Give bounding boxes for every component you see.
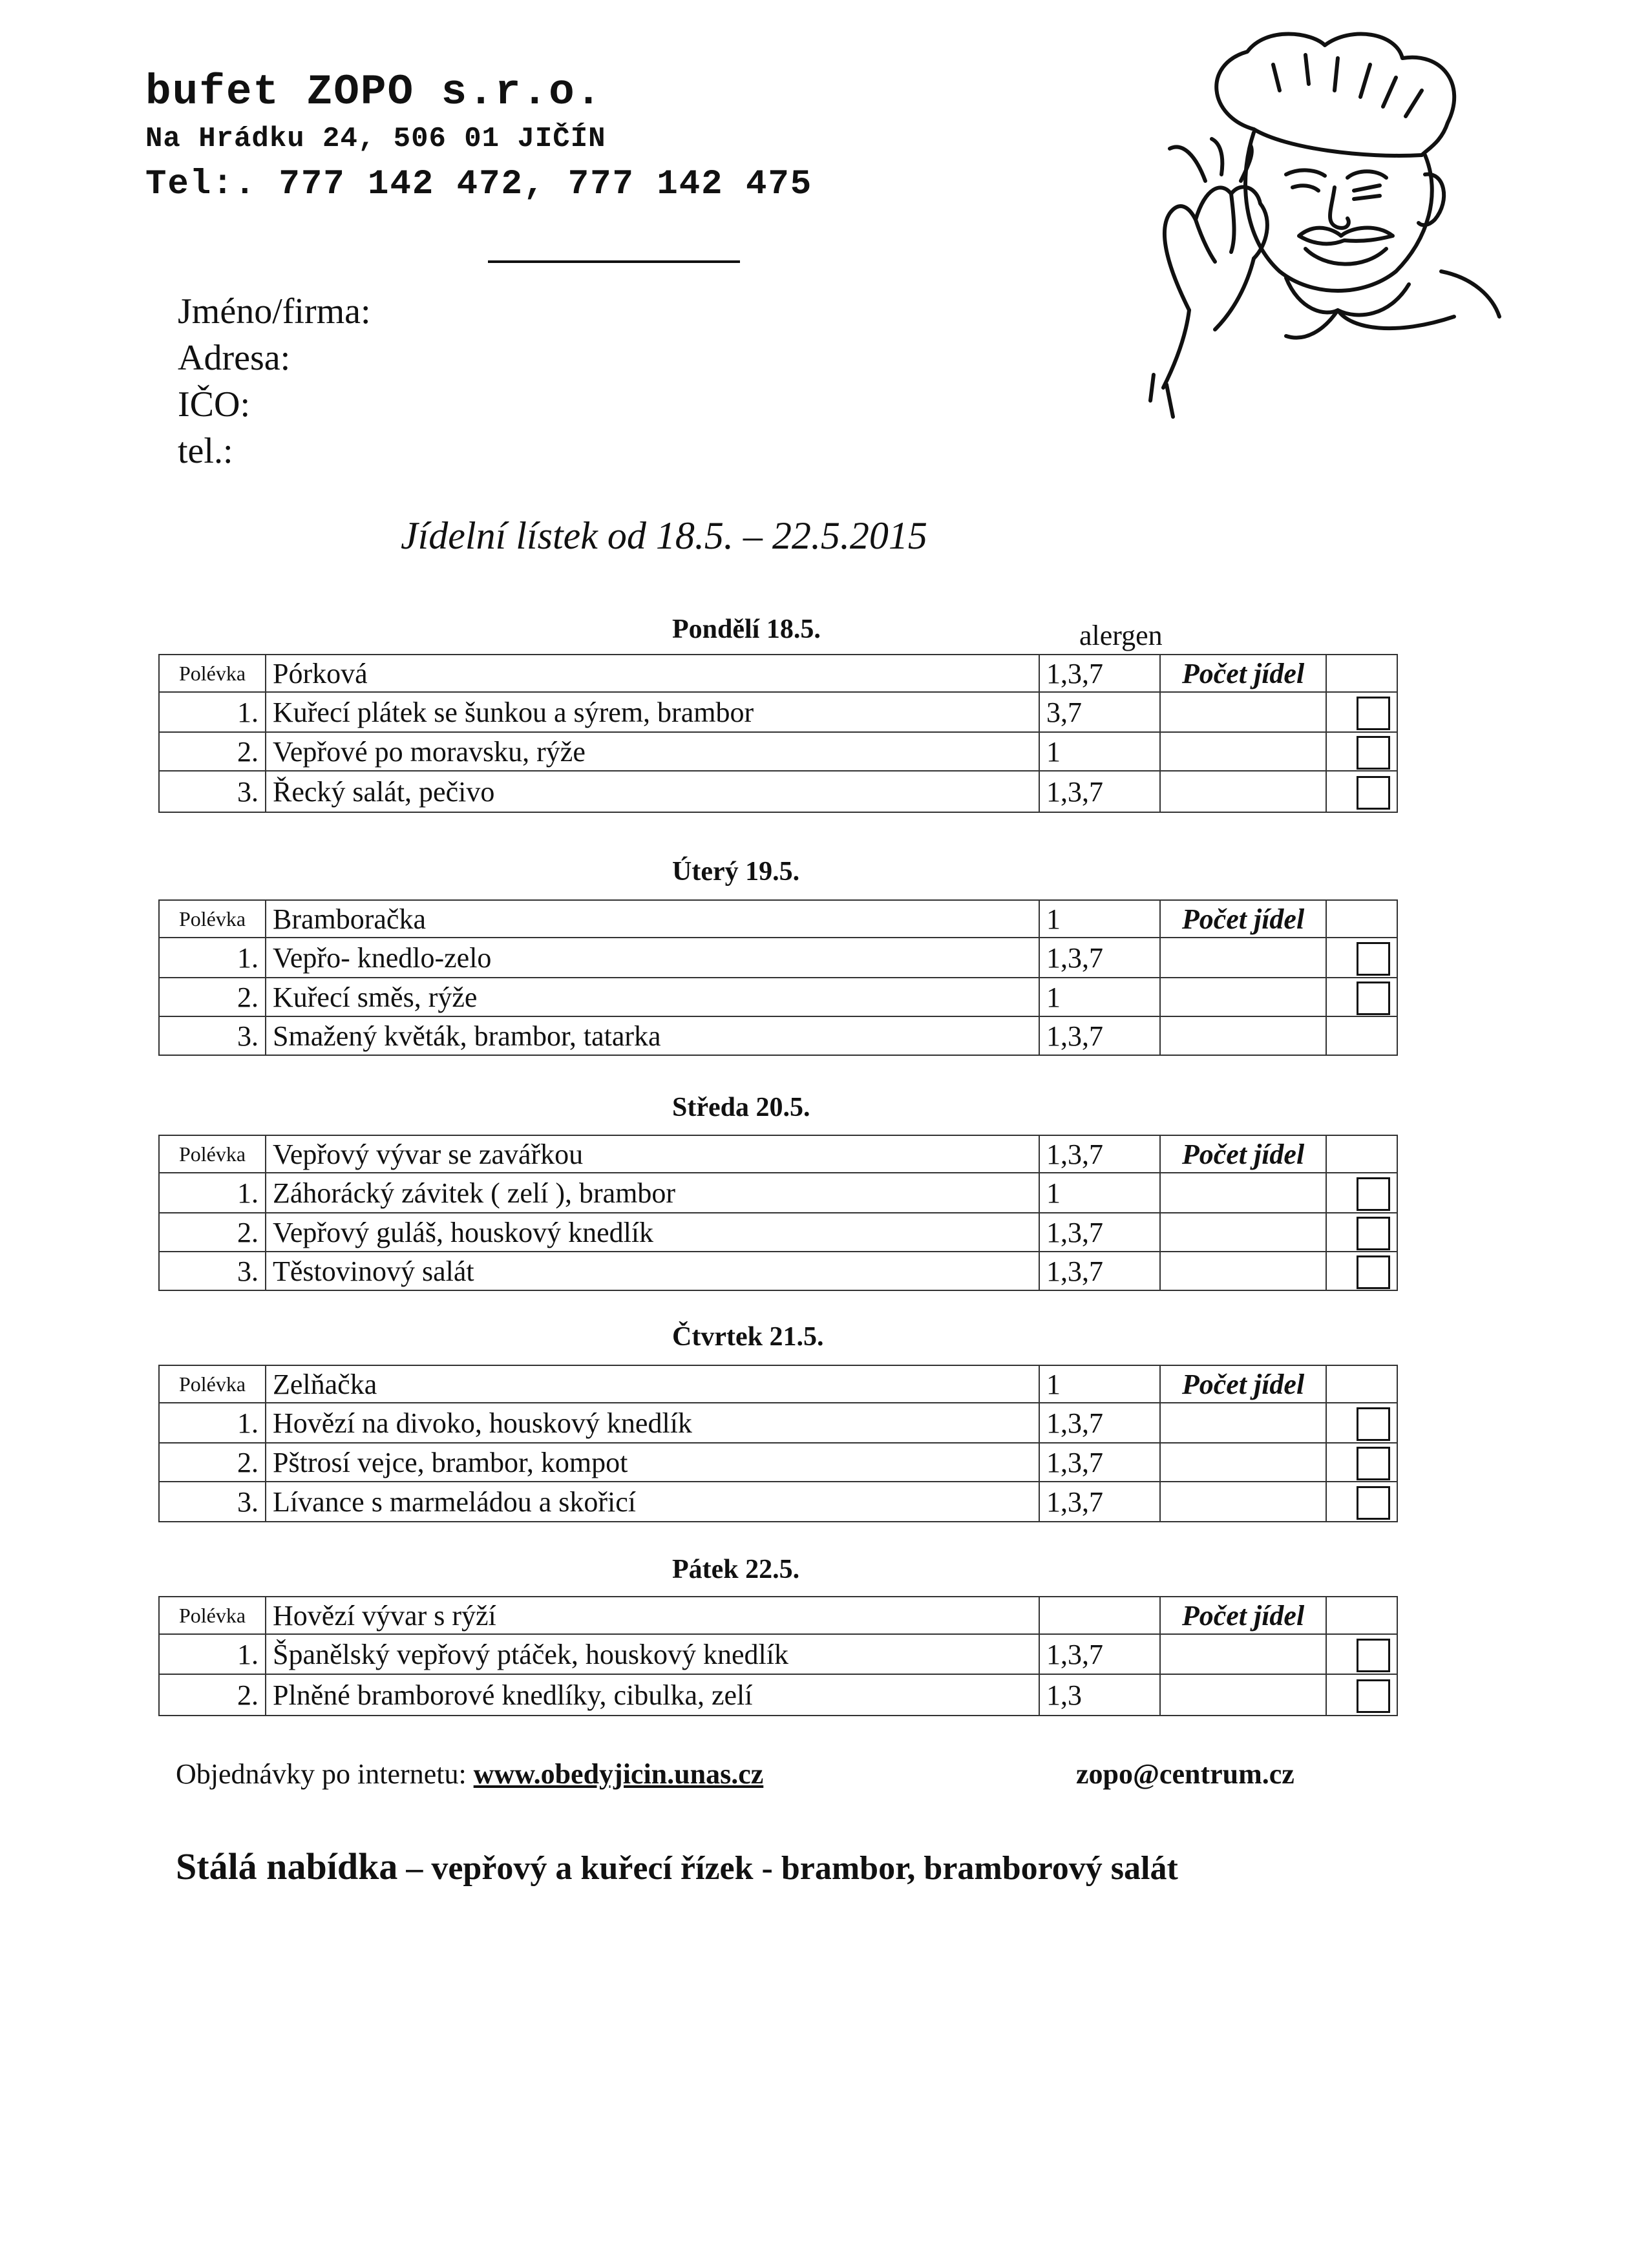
count-field[interactable] xyxy=(1160,1016,1326,1055)
soup-row xyxy=(159,1365,1397,1403)
checkbox-icon[interactable] xyxy=(1357,1217,1390,1250)
count-field[interactable] xyxy=(1160,1403,1326,1443)
dish-name: Těstovinový salát xyxy=(266,1252,1039,1290)
dish-allergens: 1,3,7 xyxy=(1039,1403,1160,1443)
company-name: bufet ZOPO s.r.o. xyxy=(145,68,603,116)
dish-row xyxy=(159,1634,1397,1674)
dish-name: Pórková xyxy=(266,655,1039,692)
day-title: Čtvrtek 21.5. xyxy=(672,1322,824,1352)
dish-name: Vepřo- knedlo-zelo xyxy=(266,938,1039,978)
count-field[interactable] xyxy=(1160,1482,1326,1522)
checkbox-icon[interactable] xyxy=(1357,776,1390,810)
checkbox-cell xyxy=(1326,1213,1397,1252)
dish-number: 2. xyxy=(159,732,266,771)
count-field[interactable] xyxy=(1160,1252,1326,1290)
checkbox-cell xyxy=(1326,1634,1397,1674)
dish-allergens: 3,7 xyxy=(1039,692,1160,732)
dish-row xyxy=(159,1482,1397,1522)
day-menu-table xyxy=(158,654,1398,813)
checkbox-icon[interactable] xyxy=(1357,1407,1390,1441)
day-title: Úterý 19.5. xyxy=(672,857,800,887)
dish-name: Smažený květák, brambor, tatarka xyxy=(266,1016,1039,1055)
checkbox-cell xyxy=(1326,1403,1397,1443)
checkbox-cell xyxy=(1326,1016,1397,1055)
dish-allergens: 1 xyxy=(1039,978,1160,1016)
dish-allergens: 1,3,7 xyxy=(1039,1213,1160,1252)
dish-name: Hovězí na divoko, houskový knedlík xyxy=(266,1403,1039,1443)
dish-allergens: 1,3,7 xyxy=(1039,1634,1160,1674)
dish-allergens: 1 xyxy=(1039,900,1160,938)
checkbox-icon[interactable] xyxy=(1357,942,1390,976)
standing-offer xyxy=(176,1845,1178,1888)
checkbox-cell xyxy=(1326,900,1397,938)
dish-number: 2. xyxy=(159,1443,266,1482)
dish-number: 1. xyxy=(159,692,266,732)
checkbox-cell xyxy=(1326,1173,1397,1213)
count-label: Počet jídel xyxy=(1160,1597,1326,1634)
client-address-label: Adresa: xyxy=(178,338,291,378)
count-field[interactable] xyxy=(1160,692,1326,732)
dish-row xyxy=(159,1443,1397,1482)
dish-row xyxy=(159,1403,1397,1443)
client-name-label: Jméno/firma: xyxy=(178,291,371,331)
dish-number: Polévka xyxy=(159,900,266,938)
dish-name: Vepřové po moravsku, rýže xyxy=(266,732,1039,771)
dish-row xyxy=(159,692,1397,732)
day-menu-table xyxy=(158,1135,1398,1291)
checkbox-cell xyxy=(1326,1365,1397,1403)
day-menu-table xyxy=(158,899,1398,1056)
checkbox-cell xyxy=(1326,1597,1397,1634)
checkbox-cell xyxy=(1326,771,1397,812)
dish-number: 1. xyxy=(159,938,266,978)
checkbox-cell xyxy=(1326,655,1397,692)
day-menu-table xyxy=(158,1596,1398,1716)
dish-row xyxy=(159,978,1397,1016)
dish-name: Lívance s marmeládou a skořicí xyxy=(266,1482,1039,1522)
dish-name: Španělský vepřový ptáček, houskový knedlík xyxy=(266,1634,1039,1674)
dish-row xyxy=(159,732,1397,771)
dish-allergens: 1,3,7 xyxy=(1039,1252,1160,1290)
standing-offer-title: Stálá nabídka xyxy=(176,1845,398,1887)
count-label: Počet jídel xyxy=(1160,1365,1326,1403)
dish-row xyxy=(159,771,1397,812)
standing-offer-detail: – vepřový a kuřecí řízek - brambor, bramborový salát xyxy=(397,1850,1178,1887)
dish-allergens: 1 xyxy=(1039,732,1160,771)
dish-name: Vepřový guláš, houskový knedlík xyxy=(266,1213,1039,1252)
dish-number: 3. xyxy=(159,1252,266,1290)
checkbox-cell xyxy=(1326,1482,1397,1522)
dish-name: Kuřecí směs, rýže xyxy=(266,978,1039,1016)
allergen-column-header: alergen xyxy=(1079,620,1163,651)
dish-allergens: 1 xyxy=(1039,1365,1160,1403)
order-email[interactable]: zopo@centrum.cz xyxy=(1076,1758,1294,1790)
checkbox-cell xyxy=(1326,1252,1397,1290)
count-field[interactable] xyxy=(1160,771,1326,812)
dish-number: Polévka xyxy=(159,1135,266,1173)
checkbox-cell xyxy=(1326,1135,1397,1173)
client-ico-label: IČO: xyxy=(178,384,250,425)
dish-number: 3. xyxy=(159,1016,266,1055)
day-menu-table xyxy=(158,1365,1398,1522)
dish-allergens: 1,3,7 xyxy=(1039,1443,1160,1482)
count-field[interactable] xyxy=(1160,1213,1326,1252)
dish-row xyxy=(159,1213,1397,1252)
dish-row xyxy=(159,1016,1397,1055)
count-field[interactable] xyxy=(1160,1634,1326,1674)
dish-allergens xyxy=(1039,1597,1160,1634)
count-field[interactable] xyxy=(1160,1173,1326,1213)
checkbox-icon[interactable] xyxy=(1357,1177,1390,1211)
dish-allergens: 1,3,7 xyxy=(1039,1016,1160,1055)
dish-row xyxy=(159,938,1397,978)
dish-allergens: 1,3,7 xyxy=(1039,1482,1160,1522)
dish-number: 1. xyxy=(159,1634,266,1674)
checkbox-cell xyxy=(1326,692,1397,732)
dish-number: 3. xyxy=(159,771,266,812)
dish-allergens: 1,3,7 xyxy=(1039,1135,1160,1173)
count-field[interactable] xyxy=(1160,978,1326,1016)
dish-name: Vepřový vývar se zavářkou xyxy=(266,1135,1039,1173)
soup-row xyxy=(159,1597,1397,1634)
dish-allergens: 1 xyxy=(1039,1173,1160,1213)
checkbox-icon[interactable] xyxy=(1357,697,1390,730)
count-field[interactable] xyxy=(1160,1674,1326,1716)
count-label: Počet jídel xyxy=(1160,1135,1326,1173)
soup-row xyxy=(159,900,1397,938)
dish-name: Pštrosí vejce, brambor, kompot xyxy=(266,1443,1039,1482)
checkbox-cell xyxy=(1326,1443,1397,1482)
company-phone: Tel:. 777 142 472, 777 142 475 xyxy=(145,165,813,204)
dish-name: Bramboračka xyxy=(266,900,1039,938)
count-field[interactable] xyxy=(1160,938,1326,978)
dish-row xyxy=(159,1173,1397,1213)
client-tel-label: tel.: xyxy=(178,431,233,471)
count-field[interactable] xyxy=(1160,1443,1326,1482)
checkbox-icon[interactable] xyxy=(1357,1486,1390,1520)
dish-allergens: 1,3,7 xyxy=(1039,655,1160,692)
checkbox-cell xyxy=(1326,732,1397,771)
day-title: Pondělí 18.5. xyxy=(672,614,821,644)
checkbox-icon[interactable] xyxy=(1357,736,1390,770)
dish-number: 2. xyxy=(159,1213,266,1252)
dish-number: 2. xyxy=(159,1674,266,1716)
dish-number: 1. xyxy=(159,1403,266,1443)
order-prefix: Objednávky po internetu: xyxy=(176,1758,467,1790)
dish-name: Řecký salát, pečivo xyxy=(266,771,1039,812)
count-label: Počet jídel xyxy=(1160,900,1326,938)
count-label: Počet jídel xyxy=(1160,655,1326,692)
checkbox-icon[interactable] xyxy=(1357,1679,1390,1713)
soup-row xyxy=(159,1135,1397,1173)
soup-row xyxy=(159,655,1397,692)
dish-name: Záhorácký závitek ( zelí ), brambor xyxy=(266,1173,1039,1213)
count-field[interactable] xyxy=(1160,732,1326,771)
dish-number: 3. xyxy=(159,1482,266,1522)
dish-number: Polévka xyxy=(159,655,266,692)
dish-name: Zelňačka xyxy=(266,1365,1039,1403)
dish-row xyxy=(159,1674,1397,1716)
company-address: Na Hrádku 24, 506 01 JIČÍN xyxy=(145,123,606,155)
day-title: Pátek 22.5. xyxy=(672,1555,800,1584)
dish-allergens: 1,3 xyxy=(1039,1674,1160,1716)
day-title: Středa 20.5. xyxy=(672,1093,810,1122)
header-divider xyxy=(488,260,740,263)
dish-allergens: 1,3,7 xyxy=(1039,771,1160,812)
dish-allergens: 1,3,7 xyxy=(1039,938,1160,978)
checkbox-cell xyxy=(1326,938,1397,978)
checkbox-icon[interactable] xyxy=(1357,1255,1390,1289)
order-url-link[interactable]: www.obedyjicin.unas.cz xyxy=(473,1758,764,1790)
menu-title: Jídelní lístek od 18.5. – 22.5.2015 xyxy=(401,514,927,557)
checkbox-cell xyxy=(1326,978,1397,1016)
chef-mascot-icon xyxy=(1092,26,1506,439)
checkbox-icon[interactable] xyxy=(1357,982,1390,1015)
dish-name: Kuřecí plátek se šunkou a sýrem, brambor xyxy=(266,692,1039,732)
checkbox-icon[interactable] xyxy=(1357,1639,1390,1672)
dish-number: Polévka xyxy=(159,1365,266,1403)
dish-number: 1. xyxy=(159,1173,266,1213)
dish-number: 2. xyxy=(159,978,266,1016)
dish-name: Hovězí vývar s rýží xyxy=(266,1597,1039,1634)
dish-name: Plněné bramborové knedlíky, cibulka, zelí xyxy=(266,1674,1039,1716)
order-info xyxy=(176,1758,763,1790)
checkbox-cell xyxy=(1326,1674,1397,1716)
dish-number: Polévka xyxy=(159,1597,266,1634)
dish-row xyxy=(159,1252,1397,1290)
checkbox-icon[interactable] xyxy=(1357,1447,1390,1480)
